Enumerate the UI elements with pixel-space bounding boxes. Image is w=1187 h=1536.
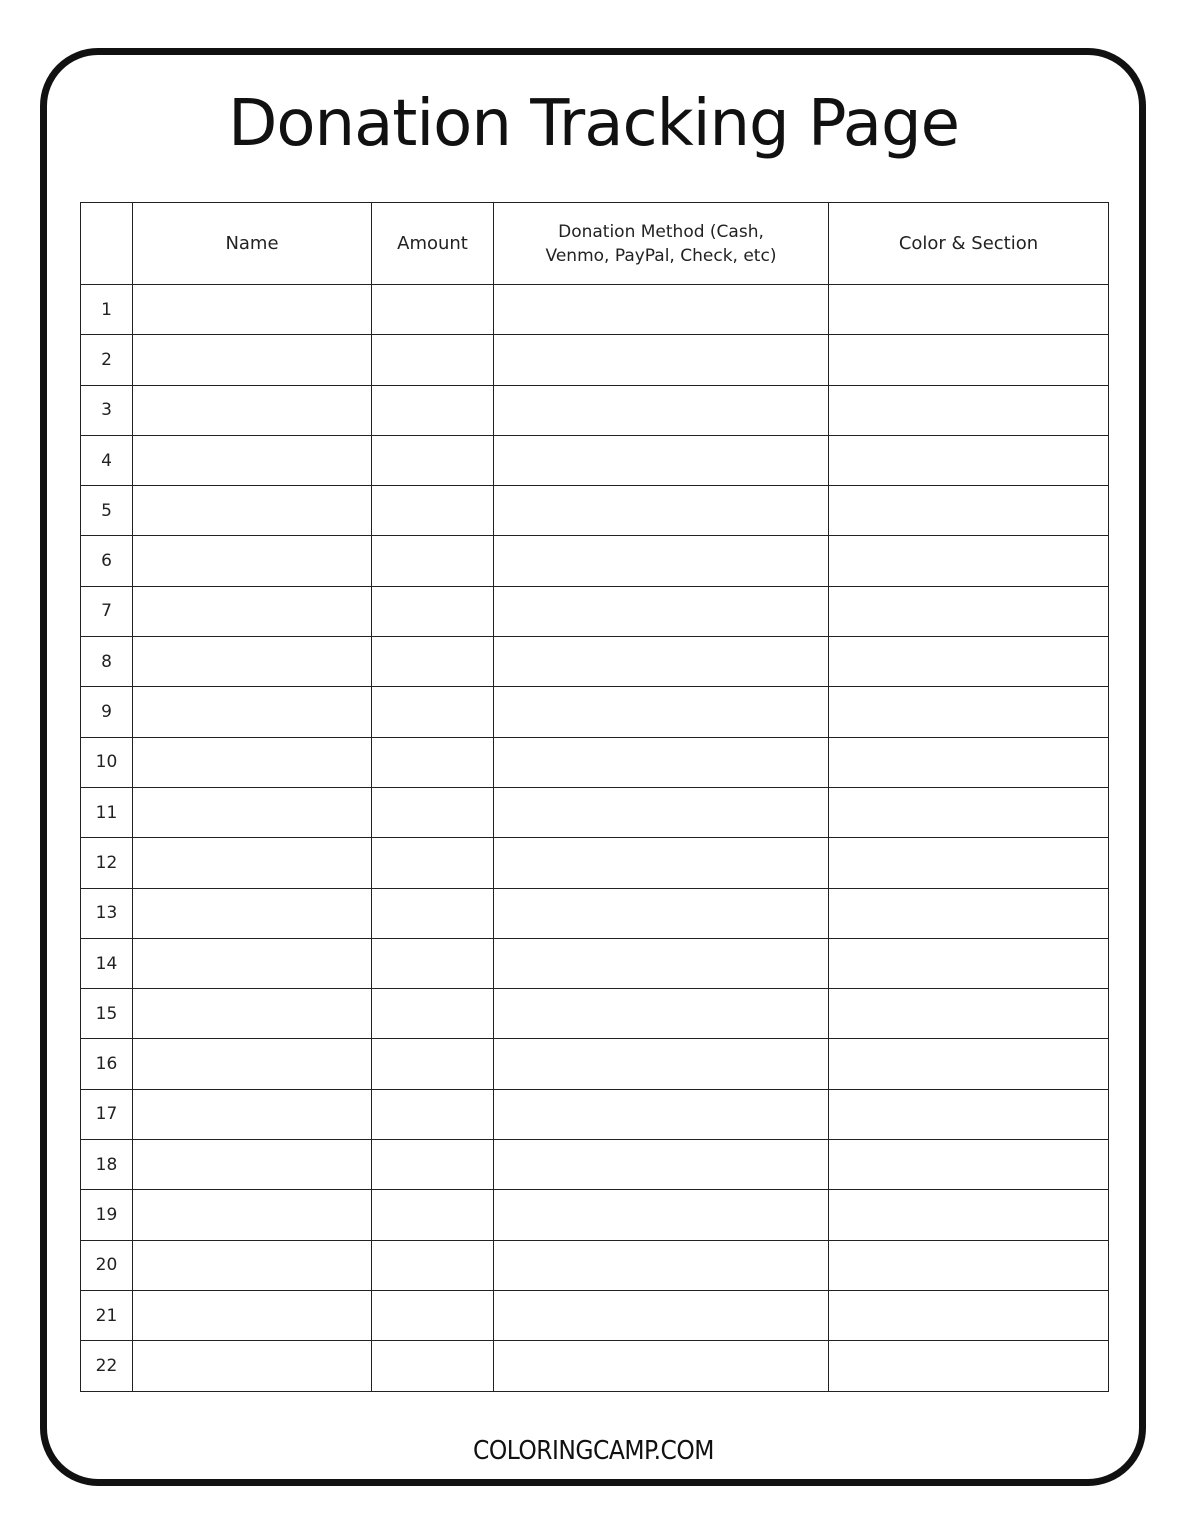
name-cell[interactable]	[133, 1089, 372, 1139]
color-section-cell[interactable]	[829, 385, 1109, 435]
row-number: 16	[81, 1039, 133, 1089]
header-number	[81, 203, 133, 285]
name-cell[interactable]	[133, 1140, 372, 1190]
method-cell[interactable]	[494, 1140, 829, 1190]
table-row	[81, 1039, 1109, 1089]
row-number: 19	[81, 1190, 133, 1240]
amount-cell[interactable]	[372, 435, 494, 485]
row-number: 11	[81, 787, 133, 837]
amount-cell[interactable]	[372, 486, 494, 536]
name-cell[interactable]	[133, 586, 372, 636]
color-section-cell[interactable]	[829, 1240, 1109, 1290]
method-cell[interactable]	[494, 1089, 829, 1139]
amount-cell[interactable]	[372, 787, 494, 837]
name-cell[interactable]	[133, 989, 372, 1039]
name-cell[interactable]	[133, 536, 372, 586]
amount-cell[interactable]	[372, 888, 494, 938]
header-donation-method: Donation Method (Cash, Venmo, PayPal, Check, etc)	[494, 203, 829, 285]
table-row	[81, 385, 1109, 435]
method-cell[interactable]	[494, 285, 829, 335]
header-name: Name	[133, 203, 372, 285]
amount-cell[interactable]	[372, 989, 494, 1039]
amount-cell[interactable]	[372, 385, 494, 435]
page-title: Donation Tracking Page	[228, 87, 959, 161]
method-cell[interactable]	[494, 989, 829, 1039]
name-cell[interactable]	[133, 486, 372, 536]
method-cell[interactable]	[494, 1190, 829, 1240]
method-cell[interactable]	[494, 1240, 829, 1290]
table-row	[81, 285, 1109, 335]
name-cell[interactable]	[133, 1290, 372, 1340]
row-number: 6	[81, 536, 133, 586]
name-cell[interactable]	[133, 938, 372, 988]
name-cell[interactable]	[133, 435, 372, 485]
table-row	[81, 838, 1109, 888]
method-cell[interactable]	[494, 938, 829, 988]
amount-cell[interactable]	[372, 536, 494, 586]
table-row	[81, 1240, 1109, 1290]
table-row	[81, 1140, 1109, 1190]
method-cell[interactable]	[494, 486, 829, 536]
row-number: 22	[81, 1341, 133, 1391]
color-section-cell[interactable]	[829, 637, 1109, 687]
row-number: 14	[81, 938, 133, 988]
color-section-cell[interactable]	[829, 989, 1109, 1039]
method-cell[interactable]	[494, 687, 829, 737]
table-header-row	[81, 203, 1109, 285]
table-row	[81, 586, 1109, 636]
color-section-cell[interactable]	[829, 1140, 1109, 1190]
footer-site: COLORINGCAMP.COM	[473, 1436, 714, 1466]
amount-cell[interactable]	[372, 1089, 494, 1139]
color-section-cell[interactable]	[829, 486, 1109, 536]
row-number: 5	[81, 486, 133, 536]
row-number: 7	[81, 586, 133, 636]
row-number: 13	[81, 888, 133, 938]
row-number: 9	[81, 687, 133, 737]
row-number: 20	[81, 1240, 133, 1290]
color-section-cell[interactable]	[829, 285, 1109, 335]
amount-cell[interactable]	[372, 1190, 494, 1240]
table-row	[81, 335, 1109, 385]
row-number: 4	[81, 435, 133, 485]
row-number: 2	[81, 335, 133, 385]
color-section-cell[interactable]	[829, 586, 1109, 636]
method-cell[interactable]	[494, 637, 829, 687]
method-cell[interactable]	[494, 435, 829, 485]
color-section-cell[interactable]	[829, 1089, 1109, 1139]
color-section-cell[interactable]	[829, 536, 1109, 586]
table-row	[81, 536, 1109, 586]
name-cell[interactable]	[133, 1240, 372, 1290]
method-cell[interactable]	[494, 1290, 829, 1340]
name-cell[interactable]	[133, 787, 372, 837]
method-cell[interactable]	[494, 335, 829, 385]
name-cell[interactable]	[133, 285, 372, 335]
method-cell[interactable]	[494, 536, 829, 586]
table-row	[81, 486, 1109, 536]
table-row	[81, 1089, 1109, 1139]
table-row	[81, 435, 1109, 485]
table-row	[81, 938, 1109, 988]
name-cell[interactable]	[133, 1190, 372, 1240]
name-cell[interactable]	[133, 838, 372, 888]
amount-cell[interactable]	[372, 586, 494, 636]
color-section-cell[interactable]	[829, 435, 1109, 485]
name-cell[interactable]	[133, 888, 372, 938]
method-cell[interactable]	[494, 838, 829, 888]
amount-cell[interactable]	[372, 1290, 494, 1340]
table-row	[81, 637, 1109, 687]
method-cell[interactable]	[494, 1341, 829, 1391]
color-section-cell[interactable]	[829, 938, 1109, 988]
table-row	[81, 888, 1109, 938]
row-number: 10	[81, 737, 133, 787]
table-body	[81, 285, 1109, 1392]
row-number: 3	[81, 385, 133, 435]
table-row	[81, 1290, 1109, 1340]
name-cell[interactable]	[133, 1341, 372, 1391]
method-cell[interactable]	[494, 385, 829, 435]
method-cell[interactable]	[494, 888, 829, 938]
donation-table	[80, 202, 1109, 1392]
row-number: 12	[81, 838, 133, 888]
amount-cell[interactable]	[372, 1140, 494, 1190]
color-section-cell[interactable]	[829, 787, 1109, 837]
name-cell[interactable]	[133, 637, 372, 687]
color-section-cell[interactable]	[829, 335, 1109, 385]
row-number: 15	[81, 989, 133, 1039]
method-cell[interactable]	[494, 787, 829, 837]
table-row	[81, 737, 1109, 787]
color-section-cell[interactable]	[829, 1190, 1109, 1240]
header-amount: Amount	[372, 203, 494, 285]
method-cell[interactable]	[494, 737, 829, 787]
row-number: 1	[81, 285, 133, 335]
amount-cell[interactable]	[372, 838, 494, 888]
color-section-cell[interactable]	[829, 888, 1109, 938]
amount-cell[interactable]	[372, 1039, 494, 1089]
name-cell[interactable]	[133, 687, 372, 737]
color-section-cell[interactable]	[829, 737, 1109, 787]
color-section-cell[interactable]	[829, 687, 1109, 737]
table-row	[81, 1341, 1109, 1391]
row-number: 21	[81, 1290, 133, 1340]
amount-cell[interactable]	[372, 938, 494, 988]
row-number: 8	[81, 637, 133, 687]
amount-cell[interactable]	[372, 637, 494, 687]
color-section-cell[interactable]	[829, 838, 1109, 888]
amount-cell[interactable]	[372, 285, 494, 335]
color-section-cell[interactable]	[829, 1290, 1109, 1340]
table-row	[81, 989, 1109, 1039]
table-row	[81, 787, 1109, 837]
amount-cell[interactable]	[372, 737, 494, 787]
table-row	[81, 1190, 1109, 1240]
color-section-cell[interactable]	[829, 1039, 1109, 1089]
amount-cell[interactable]	[372, 1240, 494, 1290]
header-color-section: Color & Section	[829, 203, 1109, 285]
name-cell[interactable]	[133, 1039, 372, 1089]
amount-cell[interactable]	[372, 687, 494, 737]
method-cell[interactable]	[494, 586, 829, 636]
name-cell[interactable]	[133, 737, 372, 787]
row-number: 18	[81, 1140, 133, 1190]
amount-cell[interactable]	[372, 1341, 494, 1391]
amount-cell[interactable]	[372, 335, 494, 385]
table-row	[81, 687, 1109, 737]
method-cell[interactable]	[494, 1039, 829, 1089]
name-cell[interactable]	[133, 335, 372, 385]
name-cell[interactable]	[133, 385, 372, 435]
row-number: 17	[81, 1089, 133, 1139]
color-section-cell[interactable]	[829, 1341, 1109, 1391]
